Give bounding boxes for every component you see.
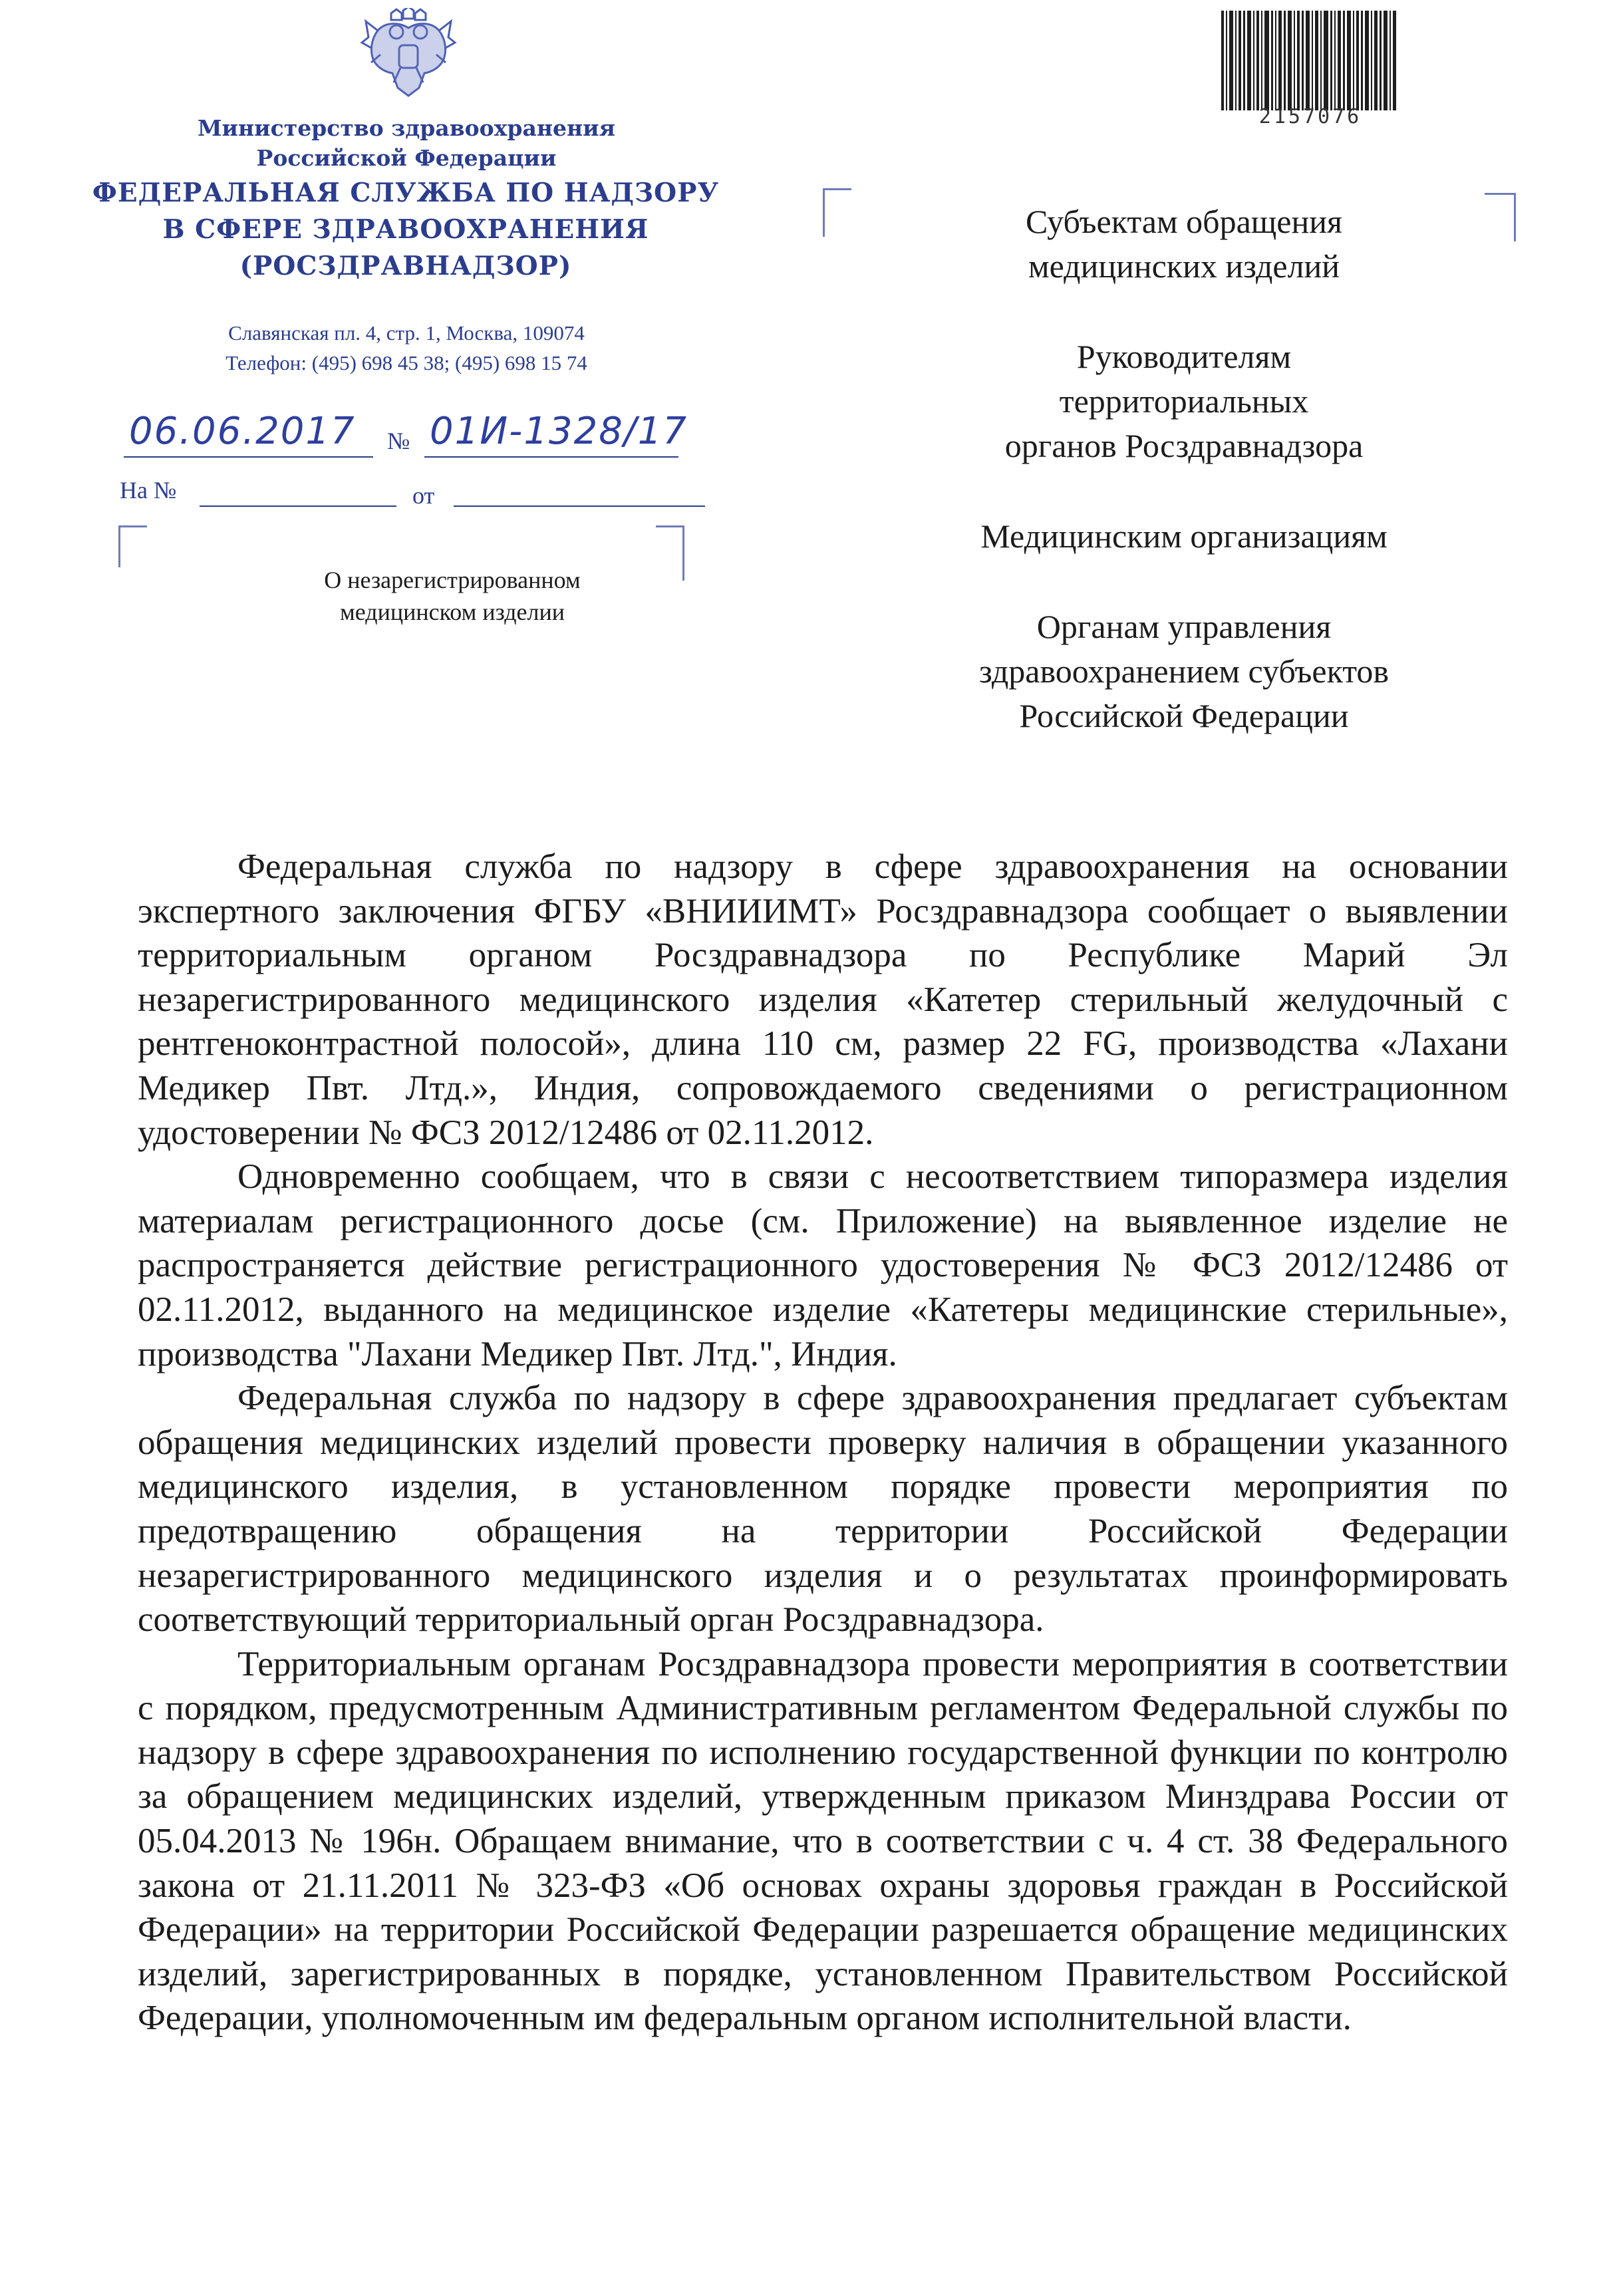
recipient-line: медицинских изделий xyxy=(1028,247,1340,285)
subject-bracket-left xyxy=(118,525,147,567)
reply-number-label: На № xyxy=(120,477,177,503)
ministry-name xyxy=(117,113,696,173)
reply-date-label: от xyxy=(412,482,435,509)
recipient-group xyxy=(865,200,1503,289)
body-paragraph: Федеральная служба по надзору в сфере здравоохранения предлагает субъектам обращения медицинских изделий провести проверку наличия в обращении указанного медицинского изделия, в установленном порядке провести мероприятия по предотвращению обращения на территории Российской Федерации незарегистрированного медицинского изделия и о результатах проинформировать соответствующий территориальный орган Росздравнадзора. xyxy=(138,1379,1508,1640)
recipient-line: здравоохранением субъектов xyxy=(978,652,1389,690)
reply-date-field xyxy=(454,505,705,507)
recipient-line: Субъектам обращения xyxy=(1026,203,1342,240)
service-name xyxy=(80,175,732,285)
subject-line-1: О незарегистрированном xyxy=(324,567,581,593)
recipient-line: Руководителям xyxy=(1076,338,1292,375)
service-line-3: (РОСЗДРАВНАДЗОР) xyxy=(239,251,572,281)
ministry-line-2: Российской Федерации xyxy=(256,145,557,171)
recipient-group xyxy=(865,514,1503,559)
service-line-1: ФЕДЕРАЛЬНАЯ СЛУЖБА ПО НАДЗОРУ xyxy=(92,178,720,208)
recipient-line: органов Росздравнадзора xyxy=(1004,427,1364,464)
coat-of-arms-emblem xyxy=(358,8,459,105)
ministry-line-1: Министерство здравоохранения xyxy=(198,115,615,141)
body-paragraph: Одновременно сообщаем, что в связи с несоответствием типоразмера изделия материалам регистрационного досье (см. Приложение) на выявленное изделие не распространяется действие регистрационного удостоверения № ФСЗ 2012/12486 от 02.11.2012, выданного на медицинское изделие «Катетеры медицинские стерильные», производства "Лахани Медикер Пвт. Лтд.", Индия. xyxy=(138,1157,1508,1373)
reply-number-field xyxy=(200,505,396,507)
service-line-2: В СФЕРЕ ЗДРАВООХРАНЕНИЯ xyxy=(162,214,649,245)
recipient-group xyxy=(865,335,1503,468)
barcode xyxy=(1221,11,1397,110)
phone-line: Телефон: (495) 698 45 38; (495) 698 15 74 xyxy=(225,351,587,374)
registration-number: 01И-1328/17 xyxy=(430,410,688,453)
recipients-block xyxy=(865,200,1503,784)
number-sign: № xyxy=(387,428,410,454)
recipient-line: Российской Федерации xyxy=(1019,697,1349,734)
recipients-bracket-left xyxy=(823,188,851,237)
recipient-line: Органам управления xyxy=(1036,608,1332,645)
body-paragraph: Федеральная служба по надзору в сфере здравоохранения на основании экспертного заключения ФГБУ «ВНИИИМТ» Росздравнадзора сообщает о выявлении территориальным органом Росздравнадзора по Республике Марий Эл незарегистрированного медицинского изделия «Катетер стерильный желудочный с рентгеноконтрастной полосой», длина 110 см, размер 22 FG, производства «Лахани Медикер Пвт. Лтд.», Индия, сопровождаемого сведениями о регистрационном удостоверении № ФСЗ 2012/12486 от 02.11.2012. xyxy=(138,847,1508,1152)
subject-line-2: медицинском изделии xyxy=(339,599,565,625)
body-paragraph: Территориальным органам Росздравнадзора провести мероприятия в соответствии с порядком, предусмотренным Административным регламентом Федеральной службы по надзору в сфере здравоохранения по исполнению государственной функции по контролю за обращением медицинских изделий, утвержденным приказом Минздрава России от 05.04.2013 № 196н. Обращаем внимание, что в соответствии с ч. 4 ст. 38 Федерального закона от 21.11.2011 № 323-ФЗ «Об основах охраны здоровья граждан в Российской Федерации» на территории Российской Федерации разрешается обращение медицинских изделий, зарегистрированных в порядке, установленном Правительством Российской Федерации, уполномоченным им федеральным органом исполнительной власти. xyxy=(138,1644,1508,2038)
registration-date: 06.06.2017 xyxy=(129,410,356,453)
letter-body xyxy=(138,845,1508,2041)
subject-block xyxy=(279,564,625,628)
subject-bracket-right xyxy=(656,525,684,581)
date-underline xyxy=(124,456,373,458)
number-underline xyxy=(424,456,678,458)
reply-reference-line xyxy=(120,472,705,512)
address-block xyxy=(117,318,696,378)
address-line: Славянская пл. 4, стр. 1, Москва, 109074 xyxy=(228,321,585,345)
barcode-number: 2157076 xyxy=(1258,105,1362,128)
registration-line xyxy=(124,403,796,476)
recipient-line: Медицинским организациям xyxy=(980,517,1388,555)
recipient-line: территориальных xyxy=(1059,382,1309,420)
recipient-group xyxy=(865,605,1503,738)
